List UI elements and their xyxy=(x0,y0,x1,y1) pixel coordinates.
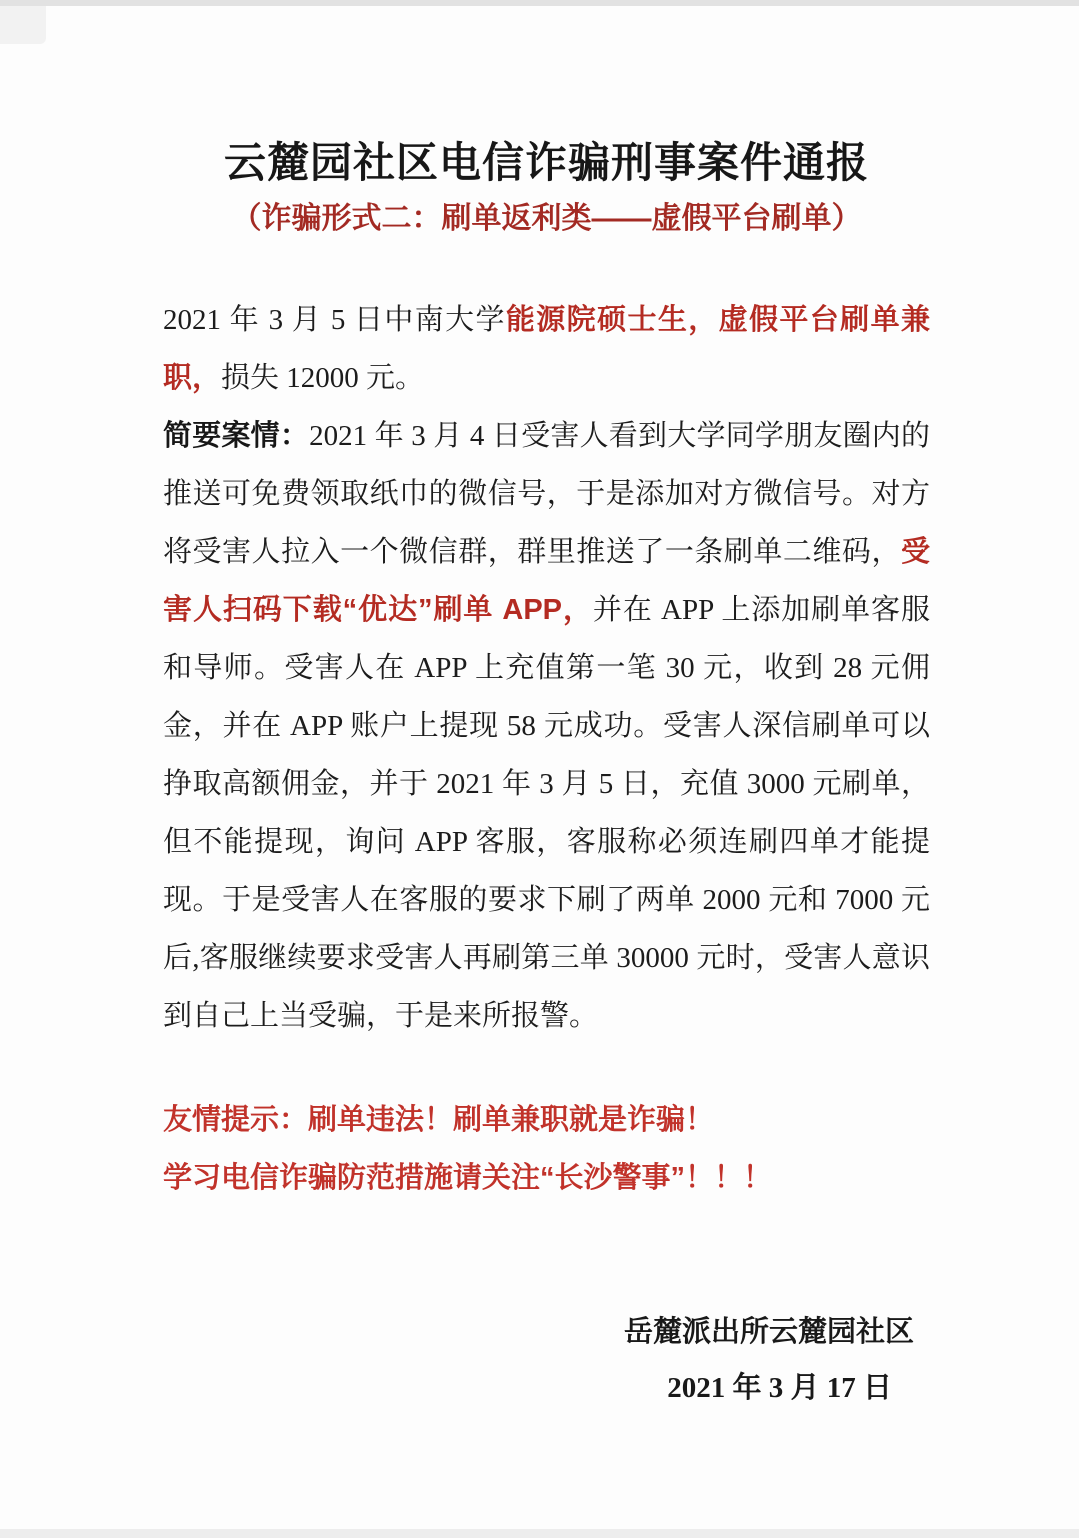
case-details-label: 简要案情： xyxy=(163,420,310,452)
paragraph-case-details xyxy=(163,407,930,1045)
signature-date: 2021 年 3 月 17 日 xyxy=(667,1372,892,1404)
case-details-part1: 2021 年 3 月 4 日受害人看到大学同学朋友圈内的推送可免费领取纸巾的微信号，于是添加对方微信号。对方将受害人拉入一个微信群，群里推送了一条刷单二维码， xyxy=(163,420,930,568)
case-loss-text: 损失 12000 元。 xyxy=(221,362,425,394)
corner-smudge xyxy=(0,6,46,44)
warning-line-2: 学习电信诈骗防范措施请关注“长沙警事”！！！ xyxy=(163,1162,773,1194)
signature-unit: 岳麓派出所云麓园社区 xyxy=(623,1316,914,1348)
document-content xyxy=(163,0,930,1409)
red-comma: ， xyxy=(192,362,222,394)
page-bottom-edge xyxy=(0,1529,1079,1538)
warning-line-1: 友情提示：刷单违法！刷单兼职就是诈骗！ xyxy=(163,1104,715,1136)
page-subtitle: （诈骗形式二：刷单返利类——虚假平台刷单） xyxy=(231,202,862,235)
case-date-school-text: 2021 年 3 月 5 日中南大学 xyxy=(163,304,506,336)
highlight-fraud-type: 虚假平台刷单兼职 xyxy=(163,304,930,394)
red-comma: ， xyxy=(688,304,719,336)
highlight-victim-identity: 能源院硕士生 xyxy=(505,304,689,336)
warning-section xyxy=(163,1091,930,1207)
page-title: 云麓园社区电信诈骗刑事案件通报 xyxy=(223,139,869,186)
signature-block xyxy=(163,1311,930,1409)
highlight-scan-download-app: 受害人扫码下载“优达”刷单 APP， xyxy=(163,536,930,626)
case-body xyxy=(163,291,930,1045)
case-details-part2: 并在 APP 上添加刷单客服和导师。受害人在 APP 上充值第一笔 30 元，收到 28 元佣金，并在 APP 账户上提现 58 元成功。受害人深信刷单可以挣取高额佣金，并于 2021 年 3 月 5 日，充值 3000 元刷单，但不能提现，询问 APP 客服，客服称必须连刷四单才能提现。于是受害人在客服的要求下刷了两单 2000 元和 7000 元后,客服继续要求受害人再刷第三单 30000 元时，受害人意识到自己上当受骗，于是来所报警。 xyxy=(163,594,931,1032)
paragraph-case-summary xyxy=(163,291,930,407)
